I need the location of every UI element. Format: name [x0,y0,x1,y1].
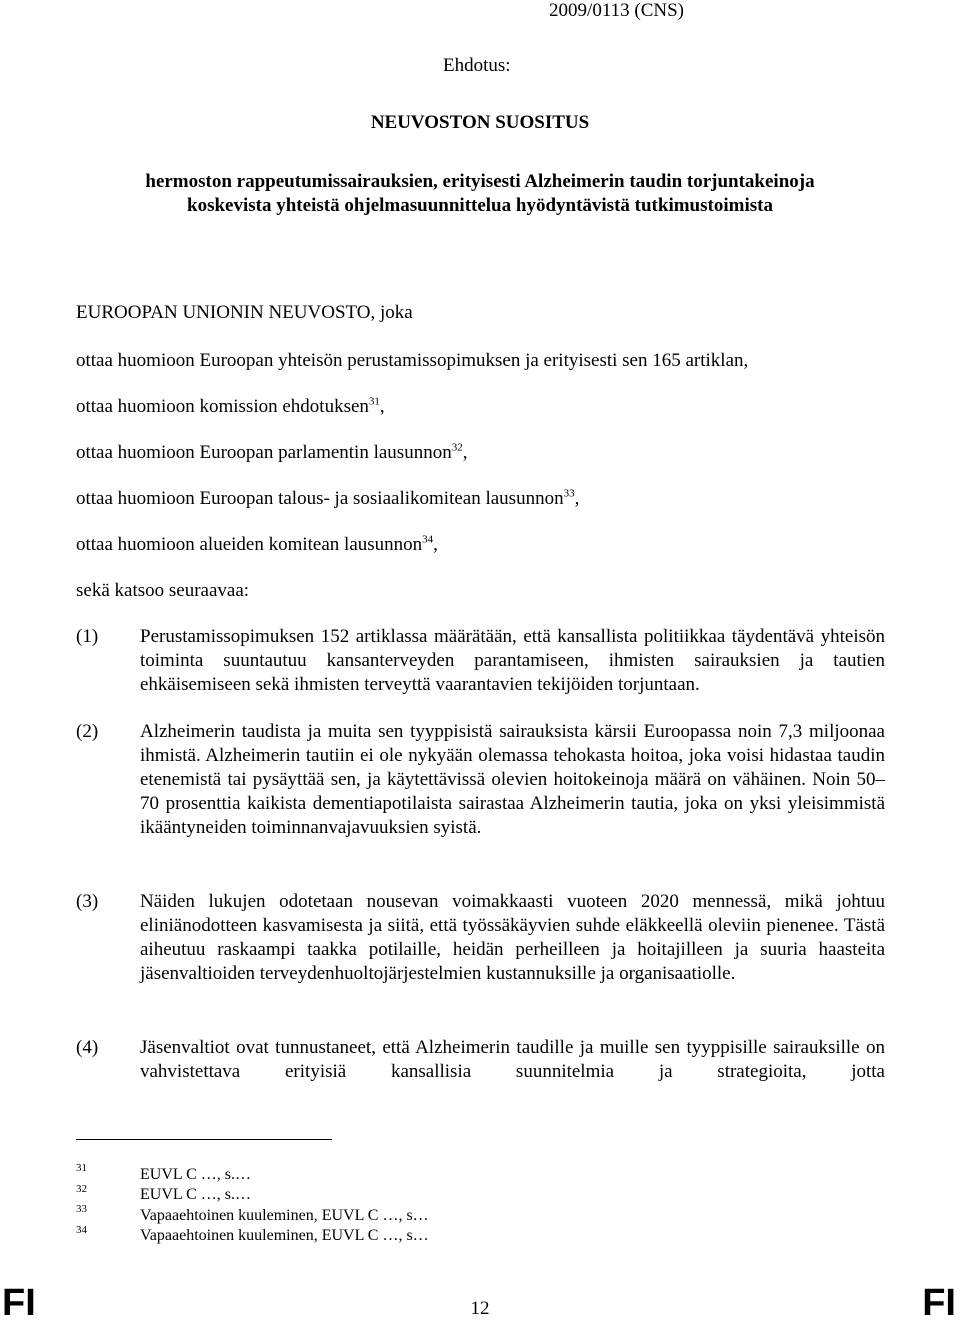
recital-text: Alzheimerin taudista ja muita sen tyyppisistä sairauksista kärsii Euroopassa noin 7,3 miljoonaa ihmistä. Alzheimerin tautiin ei ole nykyään olemassa tehokasta hoitoa, joka voisi hidastaa taudin etenemistä tai pysäyttää sen, ja käytettävissä olevien hoitokeinoja määrä on vähäinen. Noin 50–70 prosenttia kaikista dementiapotilaista sairastaa Alzheimerin tautia, joka on yksi yleisimmistä ikääntyneiden toiminnanvajavuuksien syistä. [140,721,885,838]
subtitle-line: koskevista yhteistä ohjelmasuunnittelua hyödyntävistä tutkimustoimista [187,195,773,216]
recital-number: (4) [76,1037,99,1058]
citation-line [76,442,467,464]
footnote-text: EUVL C …, s.… [140,1186,251,1203]
footnote-ref[interactable]: 33 [563,487,575,500]
footnote-number: 32 [76,1183,87,1195]
footnote-text: Vapaaehtoinen kuuleminen, EUVL C …, s… [140,1207,429,1224]
citation-punct: , [574,488,580,509]
recital-text: Näiden lukujen odotetaan nousevan voimakkaasti vuoteen 2020 mennessä, mikä johtuu eliniänodotteen kasvamisesta ja siitä, että työssäkäyvien suhde eläkkeellä oleviin pienenee. Tästä aiheutuu raskaampi taakka potilaille, heidän perheilleen ja hoitajilleen ja suuria haasteita jäsenvaltioiden terveydenhuoltojärjestelmien kustannuksille ja organisaatiolle. [140,891,885,984]
citation-text: ottaa huomioon alueiden komitean lausunnon [76,534,423,555]
page-number: 12 [470,1298,490,1319]
citation-punct: , [433,534,438,555]
language-code-right: FI [922,1282,956,1324]
recital-number: (3) [76,891,99,912]
footnote-text: EUVL C …, s.… [140,1166,251,1183]
citation-text: ottaa huomioon Euroopan parlamentin lausunnon [76,442,452,463]
footnote-text: Vapaaehtoinen kuuleminen, EUVL C …, s… [140,1227,429,1244]
footnote-separator [76,1139,332,1140]
document-subtitle [0,170,960,218]
recital-number: (2) [76,721,99,742]
recital-text: Perustamissopimuksen 152 artiklassa määrätään, että kansallista politiikkaa täydentävä yhteisön toiminta suuntautuu kansanterveyden parantamiseen, ihmisten sairauksien ja tautien ehkäisemiseen sekä ihmisten terveyttä vaarantavien tekijöiden torjuntaan. [140,626,885,695]
footnote-ref[interactable]: 34 [422,533,434,546]
footnote-ref[interactable]: 32 [451,441,463,454]
citation-text: ottaa huomioon komission ehdotuksen [76,396,369,417]
footnote-number: 33 [76,1203,87,1215]
subtitle-line: hermoston rappeutumissairauksien, erityisesti Alzheimerin taudin torjuntakeinoja [145,171,815,192]
citation-punct: , [379,396,385,417]
recital-number: (1) [76,626,99,647]
citation-line [76,488,579,510]
preamble-intro: EUROOPAN UNIONIN NEUVOSTO, joka [76,302,413,323]
document-title: NEUVOSTON SUOSITUS [370,112,590,133]
recital-text: Jäsenvaltiot ovat tunnustaneet, että Alzheimerin taudille ja muille sen tyyppisille sairauksille on vahvistettava erityisiä kansallisia suunnitelmia ja strategioita, jotta [140,1037,885,1082]
citation-text: ottaa huomioon Euroopan yhteisön perustamissopimuksen ja erityisesti sen 165 artiklan, [76,350,749,371]
proposal-label: Ehdotus: [443,55,511,76]
footnote-ref[interactable]: 31 [368,395,380,408]
preamble-closing: sekä katsoo seuraavaa: [76,580,250,601]
citation-text: ottaa huomioon Euroopan talous- ja sosiaalikomitean lausunnon [76,488,564,509]
citation-line [76,396,385,418]
citation-line [76,350,748,372]
citation-line [76,534,438,556]
language-code-left: FI [2,1282,36,1324]
document-reference: 2009/0113 (CNS) [549,0,684,21]
footnote-number: 31 [76,1162,87,1174]
citation-punct: , [462,442,468,463]
footnote-number: 34 [76,1224,87,1236]
